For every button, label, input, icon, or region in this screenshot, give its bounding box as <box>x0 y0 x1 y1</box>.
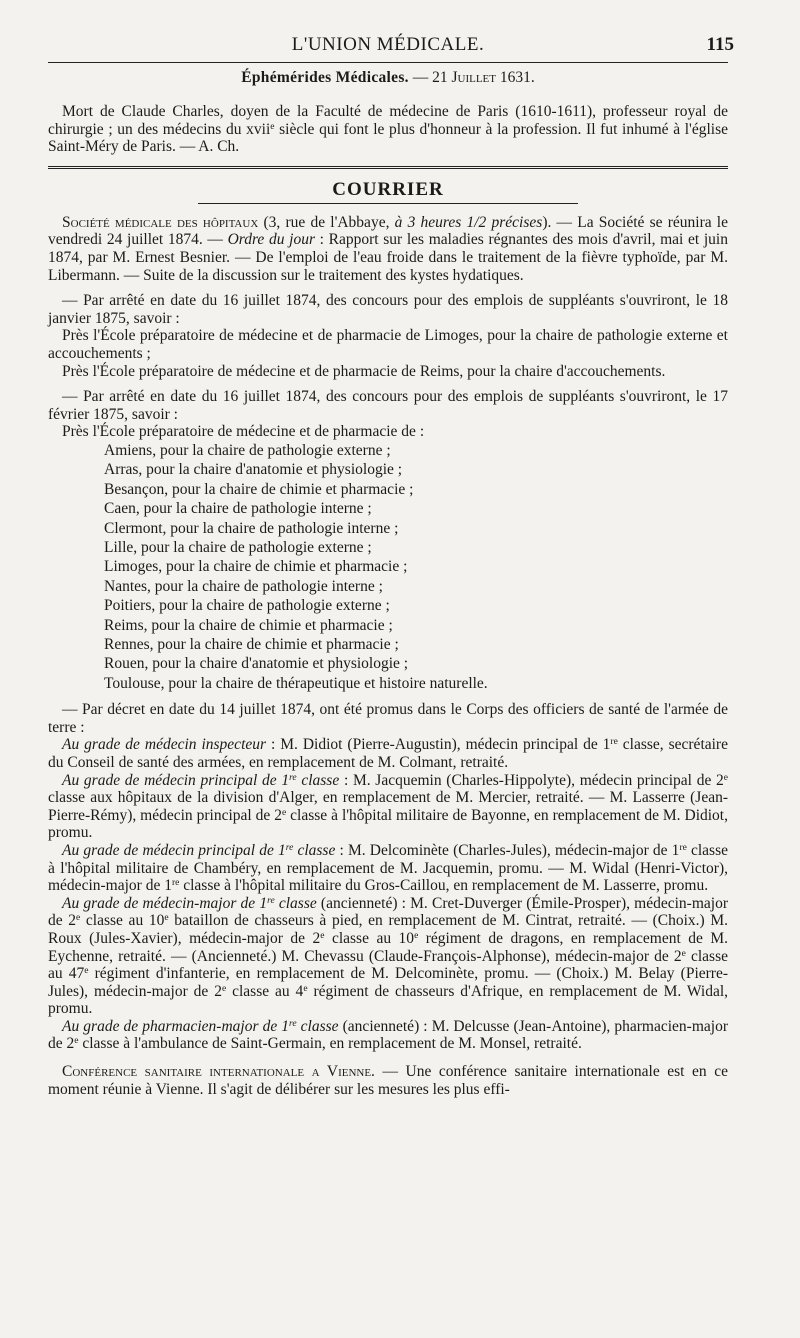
ephemerides-title: Éphémérides Médicales. <box>241 69 409 86</box>
arrete2-intro: Près l'École préparatoire de médecine et de pharmacie de : <box>62 423 425 441</box>
grade-label: Au grade de médecin inspecteur <box>62 736 267 754</box>
section-title-rule <box>198 203 578 204</box>
promotion-text: : M. Jacquemin (Charles-Hippolyte), médecin principal de 2e classe aux hôpitaux de la division d'Alger, en remplacement de M. Mercier, retraité. — M. Lasserre (Jean-Pierre-Rémy), médecin principal de 2e classe à l'hôpital militaire de Bayonne, en remplacement de M. Didiot, promu. <box>48 771 728 842</box>
ephemerides-date: — 21 Juillet 1631. <box>412 69 535 86</box>
societe-ordre: Ordre du jour <box>227 231 315 249</box>
promotion-text: : M. Delcominète (Charles-Jules), médecin-major de 1re classe à l'hôpital militaire de Chambéry, en remplacement de M. Jacquemin, promu. — M. Widal (Henri-Victor), médecin-major de 1re classe à l'hôpital militaire du Gros-Caillou, en remplacement de M. Lasserre, promu. <box>48 841 728 895</box>
page <box>48 28 734 1098</box>
arrete1-item1: Près l'École préparatoire de médecine et de pharmacie de Limoges, pour la chaire de pathologie externe et accouchements ; <box>48 327 728 362</box>
list-item: Rennes, pour la chaire de chimie et pharmacie ; <box>104 635 399 653</box>
list-item: Arras, pour la chaire d'anatomie et physiologie ; <box>104 461 403 479</box>
list-item: Rouen, pour la chaire d'anatomie et physiologie ; <box>104 655 409 673</box>
societe-name: Société médicale des hôpitaux <box>62 213 259 231</box>
section-title: COURRIER <box>332 178 444 200</box>
societe-time: à 3 heures 1/2 précises <box>394 213 543 231</box>
promotion-paragraph <box>48 842 728 895</box>
promotion-text: : M. Didiot (Pierre-Augustin), médecin principal de 1re classe, secrétaire du Conseil de santé des armées, en remplacement de M. Colmant, retraité. <box>48 736 728 771</box>
running-head <box>48 28 734 62</box>
list-item: Besançon, pour la chaire de chimie et pharmacie ; <box>104 480 414 498</box>
list-item: Poitiers, pour la chaire de pathologie externe ; <box>104 597 390 615</box>
conference-title: Conférence sanitaire internationale a Vienne. <box>62 1063 375 1081</box>
promotion-paragraph <box>48 736 728 771</box>
grade-label: Au grade de médecin-major de 1re classe <box>62 894 317 912</box>
societe-text2: : Rapport sur les maladies régnantes des mois d'avril, mai et juin 1874, par M. Ernest Besnier. — De l'emploi de l'eau froide dans le traitement de la fièvre typhoïde, par M. Libermann. — Suite de la discussion sur le traitement des kystes hydatiques. <box>48 231 728 284</box>
promotion-paragraph <box>48 772 728 842</box>
list-item: Reims, pour la chaire de chimie et pharmacie ; <box>104 616 393 634</box>
list-item: Lille, pour la chaire de pathologie externe ; <box>104 538 372 556</box>
grade-label: Au grade de médecin principal de 1re classe <box>62 841 336 859</box>
conference-text: — Une conférence sanitaire internationale est en ce moment réunie à Vienne. Il s'agit de délibérer sur les mesures les plus effi- <box>48 1063 728 1098</box>
list-item: Toulouse, pour la chaire de thérapeutique et histoire naturelle. <box>104 674 488 692</box>
decret-text: — Par décret en date du 14 juillet 1874, ont été promus dans le Corps des officiers de santé de l'armée de terre : <box>48 701 728 736</box>
ephemerides-heading <box>48 69 728 87</box>
societe-paragraph <box>48 214 728 284</box>
promotion-paragraph <box>48 895 728 1018</box>
grade-label: Au grade de médecin principal de 1re classe <box>62 771 340 789</box>
school-list <box>48 441 728 693</box>
societe-text1: ). — La Société se réunira le vendredi 24 juillet 1874. — <box>48 213 728 249</box>
section-divider <box>48 166 728 169</box>
conference-paragraph <box>48 1063 728 1098</box>
promotion-text: (ancienneté) : M. Cret-Duverger (Émile-Prosper), médecin-major de 2e classe au 10e bataillon de chasseurs à pied, en remplacement de M. Cintrat, retraité. — (Choix.) M. Roux (Jules-Xavier), médecin-major de 2e classe au 10e régiment de dragons, en remplacement de M. Eychenne, retraité. — (Ancienneté.) M. Chevassu (Claude-François-Alphonse), médecin-major de 2e classe au 47e régiment d'infanterie, en remplacement de M. Delcominète, promu. — (Choix.) M. Belay (Pierre-Jules), médecin-major de 2e classe au 4e régiment de chasseurs d'Afrique, en remplacement de M. Widal, promu. <box>48 894 729 1018</box>
grade-label: Au grade de pharmacien-major de 1re classe <box>62 1017 339 1035</box>
arrete1-text: — Par arrêté en date du 16 juillet 1874, des concours pour des emplois de suppléants s'ouvriront, le 18 janvier 1875, savoir : <box>48 292 728 327</box>
promotion-paragraph <box>48 1018 728 1053</box>
arrete1-item2: Près l'École préparatoire de médecine et de pharmacie de Reims, pour la chaire d'accouchements. <box>62 362 666 380</box>
header-rule <box>48 62 728 63</box>
page-number: 115 <box>706 34 734 55</box>
running-title: L'UNION MÉDICALE. <box>291 34 485 55</box>
list-item: Caen, pour la chaire de pathologie interne ; <box>104 500 372 518</box>
list-item: Clermont, pour la chaire de pathologie interne ; <box>104 519 399 537</box>
promotion-text: (ancienneté) : M. Delcusse (Jean-Antoine), pharmacien-major de 2e classe à l'ambulance de Saint-Germain, en remplacement de M. Monsel, retraité. <box>48 1017 728 1053</box>
list-item: Limoges, pour la chaire de chimie et pharmacie ; <box>104 558 408 576</box>
societe-details: (3, rue de l'Abbaye, <box>258 213 395 231</box>
list-item: Amiens, pour la chaire de pathologie externe ; <box>104 441 391 459</box>
arrete2-text: — Par arrêté en date du 16 juillet 1874, des concours pour des emplois de suppléants s'ouvriront, le 17 février 1875, savoir : <box>48 388 728 423</box>
list-item: Nantes, pour la chaire de pathologie interne ; <box>104 577 383 595</box>
ephemerides-text: Mort de Claude Charles, doyen de la Faculté de médecine de Paris (1610-1611), professeur royal de chirurgie ; un des médecins du xvii$^e$ siècle qui font le plus d'honneur à la profession. Il fut inhumé à l'église Saint-Méry de Paris. — A. Ch. <box>48 103 729 156</box>
